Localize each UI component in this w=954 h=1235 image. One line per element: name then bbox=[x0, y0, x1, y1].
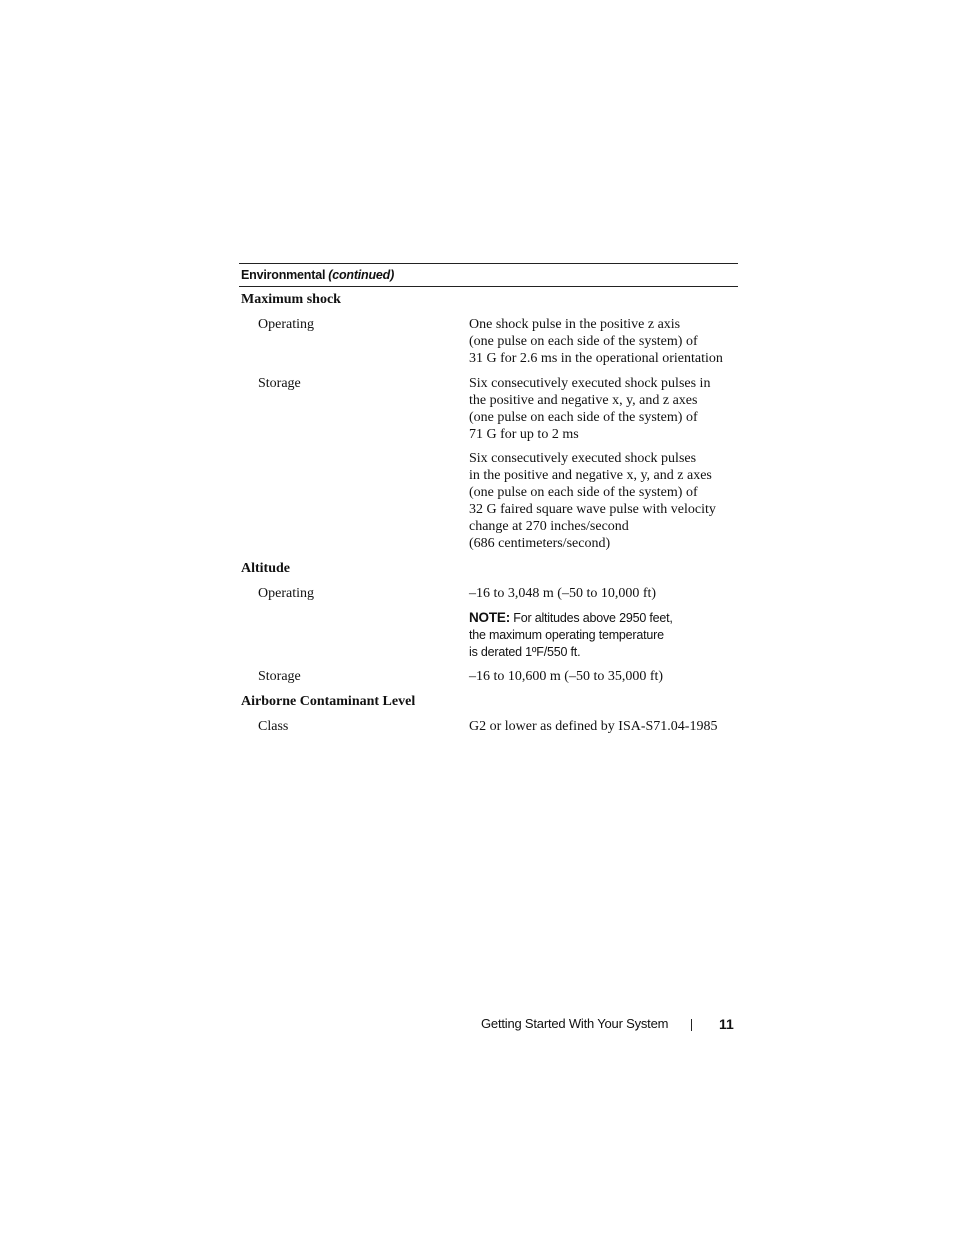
shock-operating-line: 31 G for 2.6 ms in the operational orientation bbox=[469, 351, 723, 366]
shock-storage-line: the positive and negative x, y, and z axes bbox=[469, 393, 698, 408]
shock-storage-line: (one pulse on each side of the system) of bbox=[469, 485, 698, 500]
note-line: For altitudes above 2950 feet, bbox=[513, 611, 673, 625]
shock-storage-line: change at 270 inches/second bbox=[469, 519, 629, 534]
footer-title: Getting Started With Your System bbox=[481, 1016, 669, 1031]
shock-storage-line: Six consecutively executed shock pulses in bbox=[469, 376, 711, 391]
table-header bbox=[239, 263, 738, 287]
shock-operating-label: Operating bbox=[258, 317, 314, 332]
altitude-storage-label: Storage bbox=[258, 669, 301, 684]
table-header-continued: (continued) bbox=[328, 268, 395, 282]
section-altitude: Altitude bbox=[241, 561, 290, 576]
footer-separator bbox=[691, 1019, 692, 1031]
page-number: 11 bbox=[719, 1016, 734, 1032]
shock-storage-line: (686 centimeters/second) bbox=[469, 536, 611, 551]
shock-storage-line: (one pulse on each side of the system) of bbox=[469, 410, 698, 425]
page-footer bbox=[0, 1015, 954, 1035]
altitude-operating-label: Operating bbox=[258, 586, 314, 601]
shock-operating-line: One shock pulse in the positive z axis bbox=[469, 317, 681, 332]
section-maximum-shock: Maximum shock bbox=[241, 292, 341, 307]
shock-operating-line: (one pulse on each side of the system) of bbox=[469, 334, 698, 349]
shock-storage-line: Six consecutively executed shock pulses bbox=[469, 451, 697, 466]
shock-storage-line: in the positive and negative x, y, and z axes bbox=[469, 468, 712, 483]
note-tag: NOTE: bbox=[469, 610, 510, 625]
shock-storage-value bbox=[469, 375, 744, 443]
altitude-storage-value: –16 to 10,600 m (–50 to 35,000 ft) bbox=[469, 669, 664, 684]
shock-storage-line: 32 G faired square wave pulse with velocity bbox=[469, 502, 716, 517]
environmental-spec-table bbox=[239, 263, 738, 734]
shock-storage-label: Storage bbox=[258, 376, 301, 391]
section-airborne-contaminant: Airborne Contaminant Level bbox=[241, 694, 416, 709]
contaminant-class-label: Class bbox=[258, 719, 289, 734]
altitude-note bbox=[469, 609, 673, 661]
note-line: is derated 1ºF/550 ft. bbox=[469, 645, 581, 659]
contaminant-class-value: G2 or lower as defined by ISA-S71.04-1985 bbox=[469, 719, 718, 734]
table-header-title: Environmental bbox=[241, 268, 326, 282]
altitude-operating-value: –16 to 3,048 m (–50 to 10,000 ft) bbox=[469, 586, 657, 601]
shock-storage-line: 71 G for up to 2 ms bbox=[469, 427, 579, 442]
note-line: the maximum operating temperature bbox=[469, 628, 664, 642]
shock-operating-value bbox=[469, 316, 744, 367]
shock-storage-value-2 bbox=[469, 450, 744, 552]
